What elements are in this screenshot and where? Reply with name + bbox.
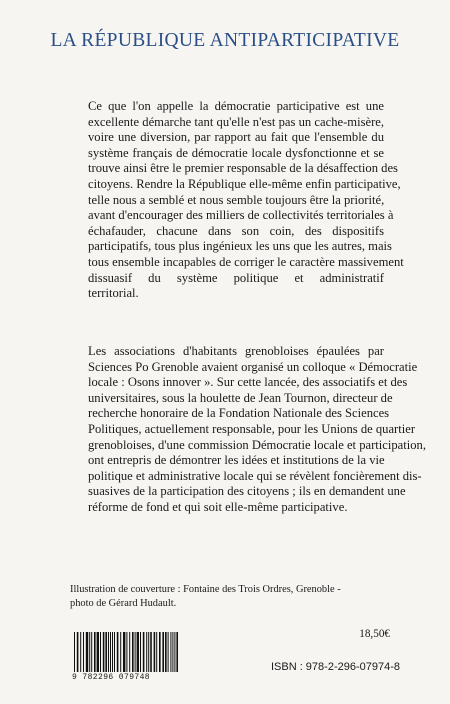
paragraph-line: tous ensemble incapables de corriger le caractère massivement [88, 254, 404, 269]
barcode-bar [135, 632, 136, 672]
barcode-bar [77, 632, 79, 672]
paragraph-line: suasives de la participation des citoyens ; ils en demandent une [88, 484, 406, 499]
barcode-bar [154, 632, 156, 672]
barcode-number: 9 782296 079748 [72, 673, 151, 682]
paragraph-line: avant d'encourager des milliers de collectivités territoriales à [88, 208, 394, 223]
barcode-bar [123, 632, 125, 672]
paragraph-line: Ce que l'on appelle la démocratie participative est une [88, 99, 384, 113]
book-title: LA RÉPUBLIQUE ANTIPARTICIPATIVE [50, 30, 400, 51]
barcode-bar [105, 632, 107, 672]
barcode-image [72, 632, 182, 672]
paragraph-line: système français de démocratie locale dysfonctionne et se [88, 145, 384, 160]
paragraph-line: politique et administrative locale qui se révèlent foncièrement dis- [88, 468, 422, 483]
paragraph-line: excellente démarche tant qu'elle n'est pas un cache-misère, [88, 114, 384, 129]
barcode-bar [100, 632, 101, 672]
barcode-block [72, 632, 182, 682]
paragraph-line: échafauder, chacune dans son coin, des dispositifs [88, 223, 384, 238]
barcode-bar [172, 632, 173, 672]
barcode-bar [137, 632, 139, 672]
paragraph-line: Politiques, actuellement responsable, pour les Unions de quartier [88, 421, 416, 436]
paragraph-line: locale : Osons innover ». Sur cette lancée, des associatifs et des [88, 375, 408, 390]
price-label: 18,50€ [359, 628, 390, 640]
summary-paragraph [88, 99, 404, 302]
cover-illustration-credit [70, 583, 396, 611]
barcode-bar [159, 632, 161, 672]
barcode-bar [148, 632, 149, 672]
paragraph-line: grenobloises, d'une commission Démocratie locale et participation, [88, 437, 427, 452]
paragraph-line: participatifs, tous plus ingénieux les uns que les autres, mais [88, 239, 392, 254]
barcode-bar [103, 632, 105, 672]
context-paragraph [88, 344, 427, 516]
barcode-bar [120, 632, 121, 672]
paragraph-line: universitaires, sous la houlette de Jean Tournon, directeur de [88, 390, 393, 405]
paragraph-line: territorial. [88, 286, 139, 301]
paragraph-line: voire une diversion, par rapport au fait que l'ensemble du [88, 130, 384, 145]
paragraph-line: Sciences Po Grenoble avaient organisé un colloque « Démocratie [88, 359, 418, 374]
barcode-bar [97, 632, 99, 672]
barcode-bar [126, 632, 127, 672]
paragraph-line: trouve ainsi être le premier responsable de la désaffection des [88, 161, 398, 176]
barcode-bar [117, 632, 119, 672]
barcode-bar [89, 632, 90, 672]
barcode-bar [156, 632, 157, 672]
barcode-bar [129, 632, 130, 672]
barcode-bar [140, 632, 141, 672]
barcode-bar [80, 632, 81, 672]
barcode-bar [83, 632, 84, 672]
barcode-bar [94, 632, 96, 672]
caption-line: photo de Gérard Hudault. [70, 598, 177, 609]
barcode-bar [176, 632, 178, 672]
barcode-bar [86, 632, 88, 672]
paragraph-line: Les associations d'habitants grenobloises épaulées par [88, 344, 384, 358]
barcode-bar [114, 632, 115, 672]
barcode-bar [146, 632, 147, 672]
barcode-bar [168, 632, 169, 672]
barcode-bar [150, 632, 152, 672]
barcode-bar [110, 632, 111, 672]
barcode-bar [143, 632, 145, 672]
paragraph-line: ont entrepris de démontrer les idées et institutions de la vie [88, 453, 385, 468]
isbn-label: ISBN : 978-2-296-07974-8 [270, 661, 400, 673]
barcode-bar [91, 632, 92, 672]
barcode-bar [165, 632, 167, 672]
barcode-bar [74, 632, 75, 672]
barcode-bar [132, 632, 134, 672]
paragraph-line: réforme de fond et qui soit elle-même participative. [88, 499, 348, 514]
caption-line: Illustration de couverture : Fontaine des Trois Ordres, Grenoble - [70, 584, 341, 595]
paragraph-line: telle nous a semblé et nous semble toujours être la priorité, [88, 192, 385, 207]
barcode-bar [112, 632, 113, 672]
barcode-bar [170, 632, 171, 672]
barcode-bar [108, 632, 109, 672]
paragraph-line: citoyens. Rendre la République elle-même enfin participative, [88, 176, 401, 191]
barcode-bar [162, 632, 164, 672]
paragraph-line: recherche honoraire de la Fondation Nationale des Sciences [88, 406, 390, 421]
barcode-bar [174, 632, 175, 672]
paragraph-line: dissuasif du système politique et administratif [88, 270, 384, 285]
